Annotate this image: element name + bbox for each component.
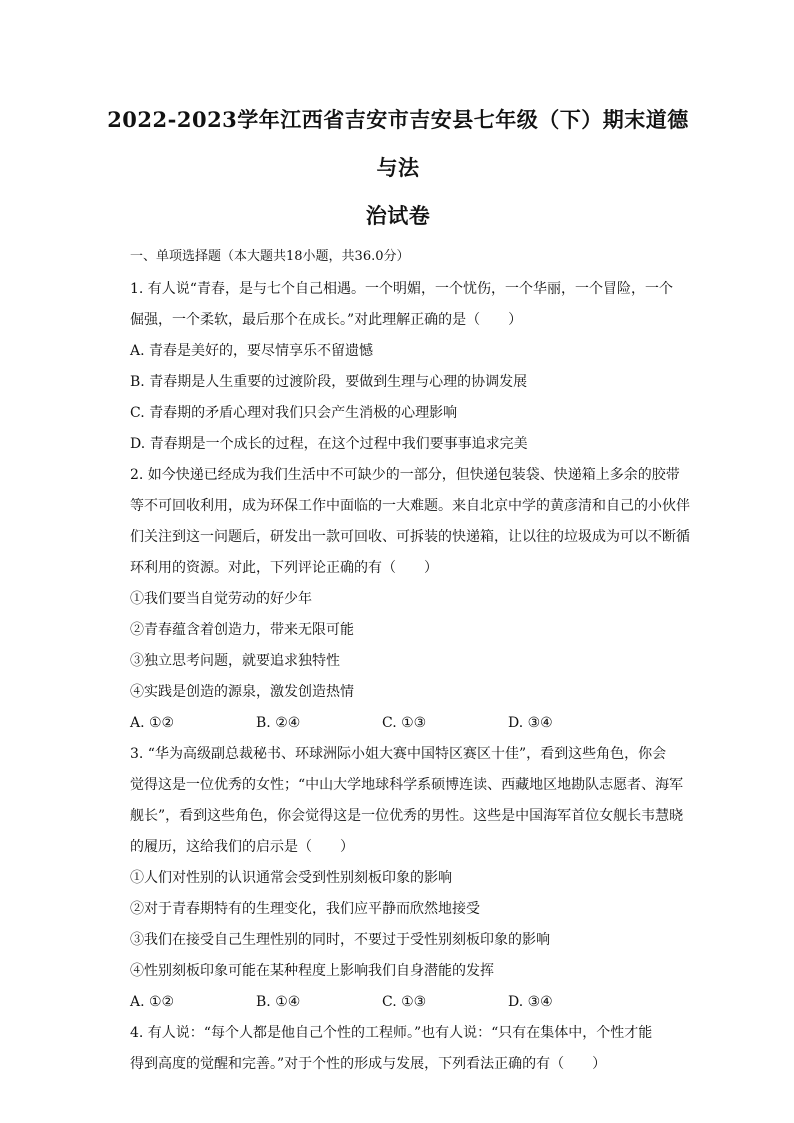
options-row [130, 987, 696, 1018]
statement-item: ④性别刻板印象可能在某种程度上影响我们自身潜能的发挥 [130, 963, 494, 979]
question-line: 2. 如今快递已经成为我们生活中不可缺少的一部分，但快递包装袋、快递箱上多余的胶带 [130, 467, 680, 483]
question-line: 们关注到这一问题后，研发出一款可回收、可拆装的快递箱，让以往的垃圾成为可以不断循 [130, 529, 690, 545]
question-line: 倔强，一个柔软，最后那个在成长。”对此理解正确的是（ ） [130, 312, 523, 328]
question-line: 等不可回收利用，成为环保工作中面临的一大难题。来自北京中学的黄彦清和自己的小伙伴 [130, 498, 690, 514]
option-c: C. ①③ [382, 994, 427, 1010]
statement-item: ④实践是创造的源泉，激发创造热情 [130, 684, 354, 700]
question-line: 舰长”，看到这些角色，你会觉得这是一位优秀的男性。这些是中国海军首位女舰长韦慧晓 [130, 808, 684, 824]
statement-item: ①我们要当自觉劳动的好少年 [130, 591, 312, 607]
answer-option: C. 青春期的矛盾心理对我们只会产生消极的心理影响 [130, 405, 458, 421]
question-line: 1. 有人说“青春，是与七个自己相遇。一个明媚，一个忧伤，一个华丽，一个冒险，一个 [130, 281, 673, 297]
answer-option: B. 青春期是人生重要的过渡阶段，要做到生理与心理的协调发展 [130, 374, 528, 390]
option-d: D. ③④ [508, 994, 553, 1010]
question-2 [130, 460, 696, 739]
option-b: B. ①④ [256, 994, 301, 1010]
question-4 [130, 1018, 696, 1080]
statement-item: ③我们在接受自己生理性别的同时，不要过于受性别刻板印象的影响 [130, 932, 550, 948]
question-3 [130, 739, 696, 1018]
option-c: C. ①③ [382, 715, 427, 731]
question-line: 环利用的资源。对此，下列评论正确的有（ ） [130, 560, 438, 576]
statement-item: ①人们对性别的认识通常会受到性别刻板印象的影响 [130, 870, 452, 886]
question-line: 觉得这是一位优秀的女性；“中山大学地球科学系硕博连读、西藏地区地勘队志愿者、海军 [130, 777, 684, 793]
statement-item: ②对于青春期特有的生理变化，我们应平静而欣然地接受 [130, 901, 480, 917]
answer-option: D. 青春期是一个成长的过程，在这个过程中我们要事事追求完美 [130, 436, 528, 452]
option-a: A. ①② [130, 994, 175, 1010]
question-1 [130, 274, 696, 460]
question-line: 得到高度的觉醒和完善。”对于个性的形成与发展，下列看法正确的有（ ） [130, 1056, 607, 1072]
options-row [130, 708, 696, 739]
title-line-2: 治试卷 [365, 203, 431, 228]
question-line: 4. 有人说：“每个人都是他自己个性的工程师。”也有人说：“只有在集体中，个性才能 [130, 1025, 653, 1041]
answer-option: A. 青春是美好的，要尽情享乐不留遗憾 [130, 343, 374, 359]
statement-item: ③独立思考问题，就要追求独特性 [130, 653, 340, 669]
statement-item: ②青春蕴含着创造力，带来无限可能 [130, 622, 354, 638]
option-b: B. ②④ [256, 715, 301, 731]
section-heading: 一、单项选择题（本大题共18小题，共36.0分） [130, 249, 410, 264]
title-line-1: 2022-2023学年江西省吉安市吉安县七年级（下）期末道德与法 [107, 107, 689, 180]
question-line: 的履历，这给我们的启示是（ ） [130, 839, 354, 855]
option-d: D. ③④ [508, 715, 553, 731]
exam-title [100, 96, 696, 240]
option-a: A. ①② [130, 715, 175, 731]
question-line: 3. “华为高级副总裁秘书、环球洲际小姐大赛中国特区赛区十佳”，看到这些角色，你会 [130, 746, 667, 762]
